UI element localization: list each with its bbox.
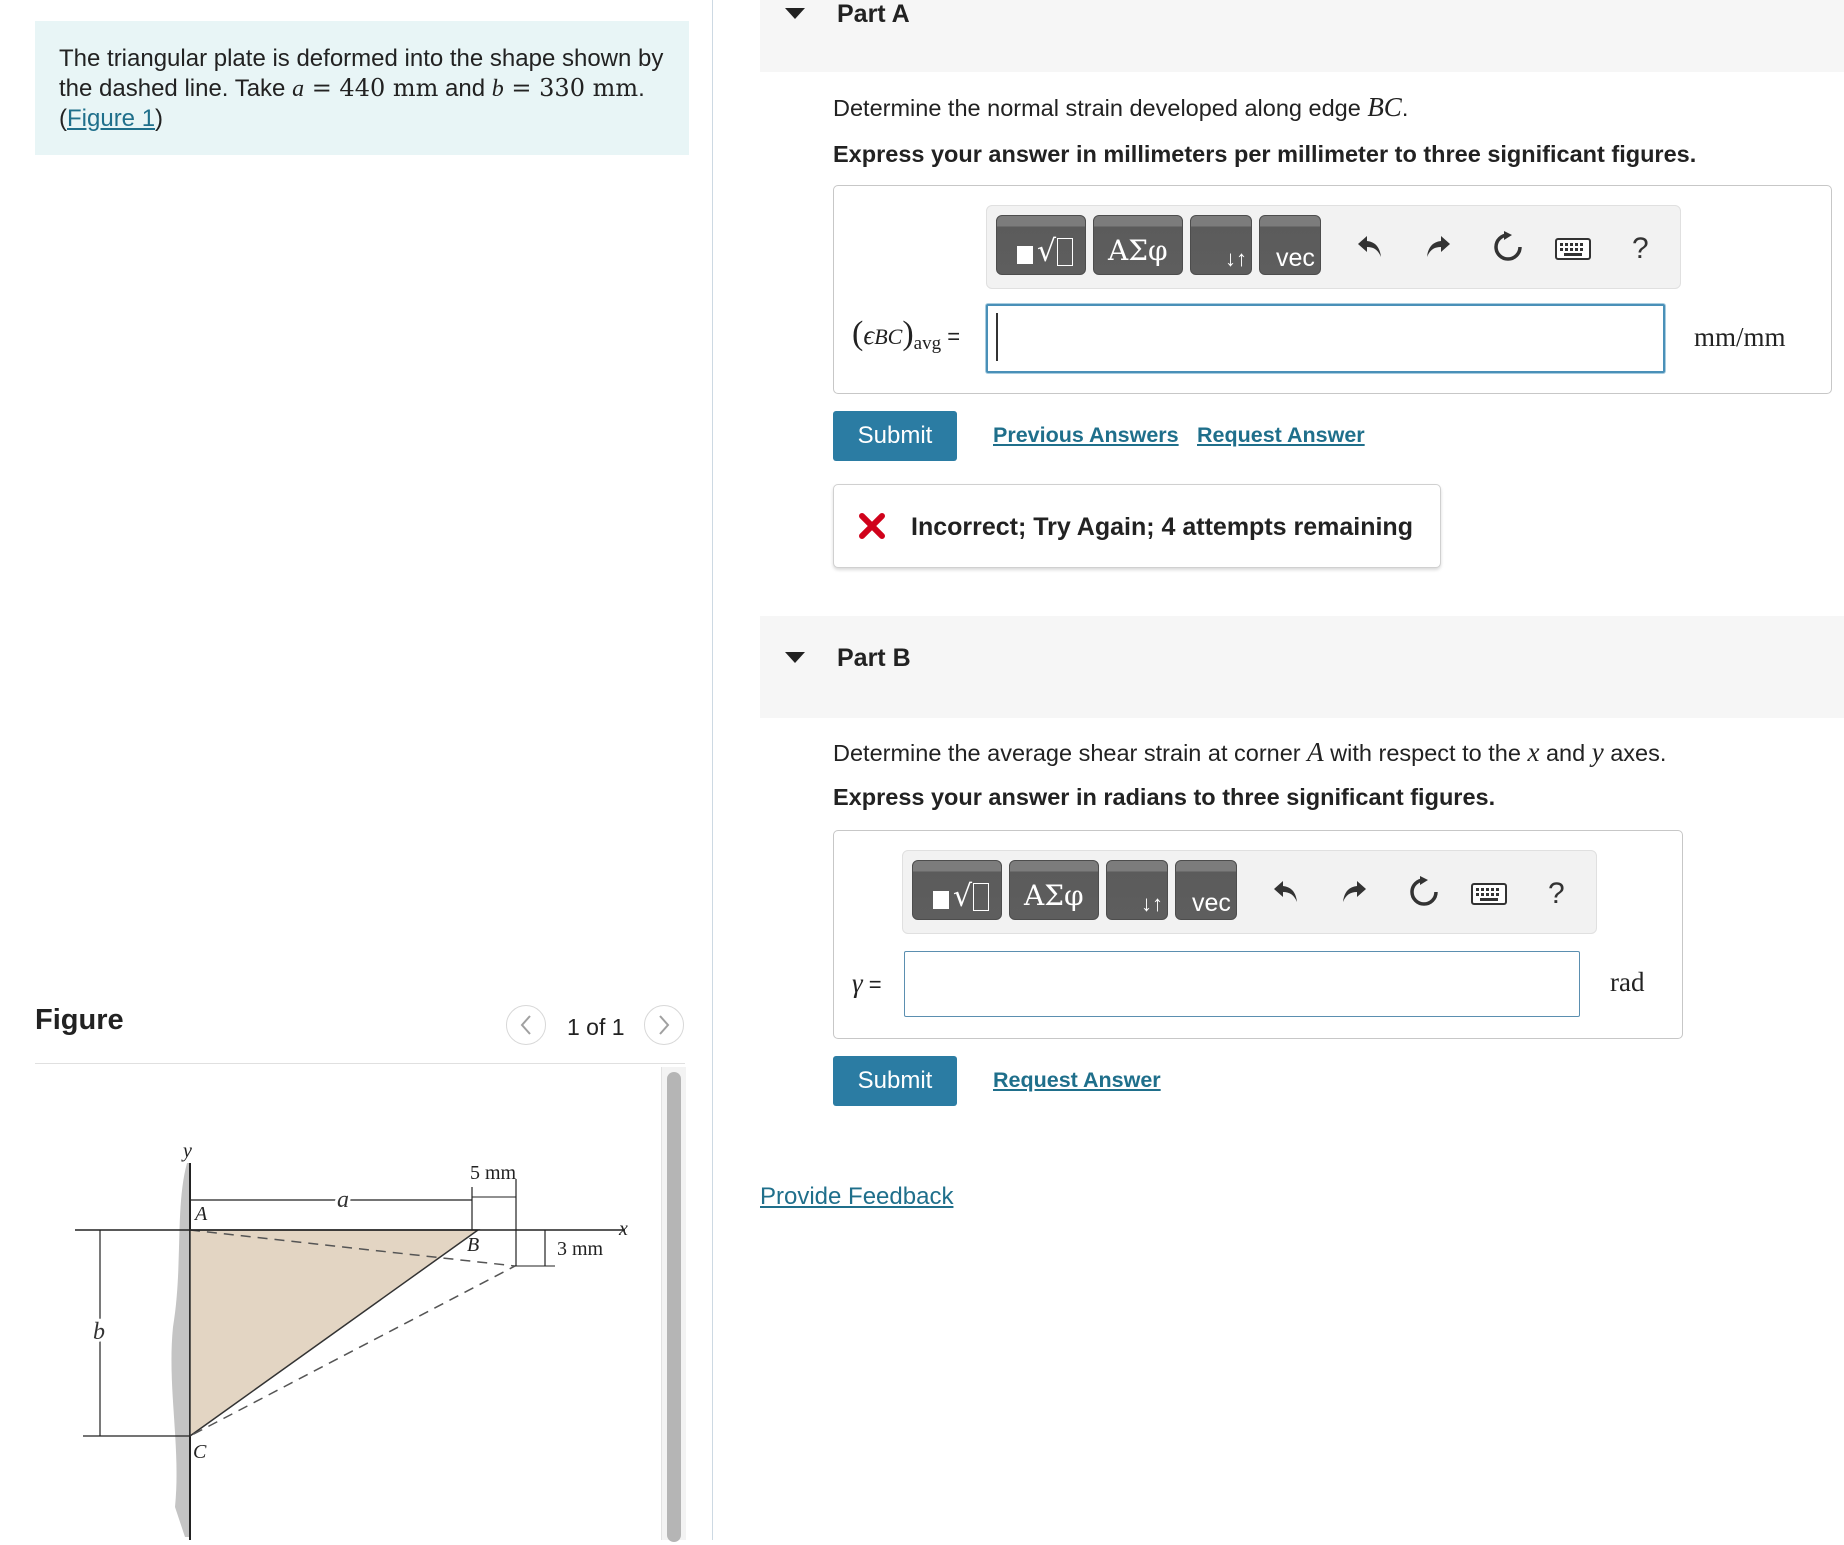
label-3mm: 3 mm	[557, 1238, 604, 1260]
column-divider	[712, 0, 713, 1540]
part-a-unit: mm/mm	[1694, 322, 1786, 352]
vector-button[interactable]: vec	[1259, 215, 1321, 275]
part-b-header[interactable]	[760, 616, 1844, 718]
part-a-collapse-icon[interactable]	[785, 8, 805, 19]
chevron-right-icon	[657, 1014, 671, 1036]
eq-b: = 330 mm	[503, 73, 639, 102]
part-a-feedback	[833, 484, 1441, 568]
keyboard-icon[interactable]	[1555, 238, 1591, 260]
triangular-plate-diagram	[35, 1067, 655, 1540]
part-b-collapse-icon[interactable]	[785, 652, 805, 663]
part-b-request-answer-link[interactable]: Request Answer	[993, 1068, 1161, 1092]
keyboard-icon[interactable]	[1471, 883, 1507, 905]
templates-button[interactable]	[912, 860, 1002, 920]
part-b-answer-input[interactable]	[904, 951, 1580, 1017]
part-a-header[interactable]	[760, 0, 1844, 72]
figure-counter: 1 of 1	[567, 1014, 625, 1040]
part-a-submit-button[interactable]: Submit	[833, 411, 957, 461]
part-b-unit: rad	[1610, 967, 1645, 997]
vector-button[interactable]: vec	[1175, 860, 1237, 920]
part-b-math-toolbar	[902, 850, 1597, 934]
figure-scrollbar-thumb[interactable]	[667, 1072, 681, 1542]
part-b-answer-label: γ =	[852, 968, 882, 998]
part-b-instruction: Express your answer in radians to three significant figures.	[833, 784, 1496, 810]
label-y: y	[183, 1140, 192, 1162]
text-caret	[996, 313, 998, 361]
figure-next-button[interactable]	[644, 1005, 684, 1045]
part-b-title: Part B	[837, 644, 911, 672]
label-5mm: 5 mm	[470, 1162, 517, 1184]
greek-button[interactable]: ΑΣφ	[1093, 215, 1183, 275]
help-button[interactable]: ?	[1632, 232, 1649, 265]
greek-button[interactable]: ΑΣφ	[1009, 860, 1099, 920]
reset-icon[interactable]	[1491, 230, 1525, 264]
x-mark-icon	[859, 513, 885, 539]
figure-title: Figure	[35, 1004, 124, 1036]
part-a-answer-label: (ϵBC)avg =	[852, 315, 961, 354]
var-b: b	[491, 75, 504, 102]
label-C: C	[193, 1441, 207, 1463]
label-B: B	[467, 1234, 480, 1256]
undo-icon[interactable]	[1271, 877, 1301, 907]
figure-image	[35, 1067, 655, 1540]
provide-feedback-link[interactable]: Provide Feedback	[760, 1183, 954, 1210]
part-a-title: Part A	[837, 0, 910, 28]
plate	[190, 1230, 478, 1436]
templates-button[interactable]	[996, 215, 1086, 275]
reset-icon[interactable]	[1407, 875, 1441, 909]
part-a-question: Determine the normal strain developed along edge BC.	[833, 92, 1409, 122]
feedback-message: Incorrect; Try Again; 4 attempts remaining	[911, 513, 1413, 541]
part-b-question: Determine the average shear strain at corner A with respect to the x and y axes.	[833, 737, 1667, 767]
sqrt-icon: √	[1037, 234, 1057, 269]
var-a: a	[292, 75, 305, 102]
help-button[interactable]: ?	[1548, 877, 1565, 910]
subscript-button[interactable]: ↓↑	[1106, 860, 1168, 920]
part-a-request-answer-link[interactable]: Request Answer	[1197, 423, 1365, 447]
undo-icon[interactable]	[1355, 232, 1385, 262]
redo-icon[interactable]	[1423, 232, 1453, 262]
figure-prev-button[interactable]	[506, 1005, 546, 1045]
problem-statement: The triangular plate is deformed into the shape shown by the dashed line. Take a = 440 mm and b = 330 mm. (Figure 1)	[35, 21, 689, 155]
part-a-instruction: Express your answer in millimeters per millimeter to three significant figures.	[833, 141, 1697, 167]
part-a-answer-input[interactable]	[986, 304, 1665, 373]
label-b: b	[93, 1319, 105, 1345]
part-b-submit-button[interactable]: Submit	[833, 1056, 957, 1106]
label-a: a	[337, 1187, 349, 1213]
previous-answers-link[interactable]: Previous Answers	[993, 423, 1179, 447]
sqrt-icon: √	[953, 879, 973, 914]
chevron-left-icon	[519, 1014, 533, 1036]
redo-icon[interactable]	[1339, 877, 1369, 907]
eq-a: = 440 mm	[304, 73, 439, 102]
figure-divider	[35, 1063, 685, 1064]
label-x: x	[619, 1218, 628, 1240]
figure-link[interactable]: Figure 1	[67, 105, 156, 132]
subscript-button[interactable]: ↓↑	[1190, 215, 1252, 275]
wall-support	[171, 1163, 191, 1537]
part-a-math-toolbar	[986, 205, 1681, 289]
label-A: A	[195, 1203, 208, 1225]
problem-text: The triangular plate is deformed into the shape shown by the dashed line. Take	[59, 45, 664, 102]
